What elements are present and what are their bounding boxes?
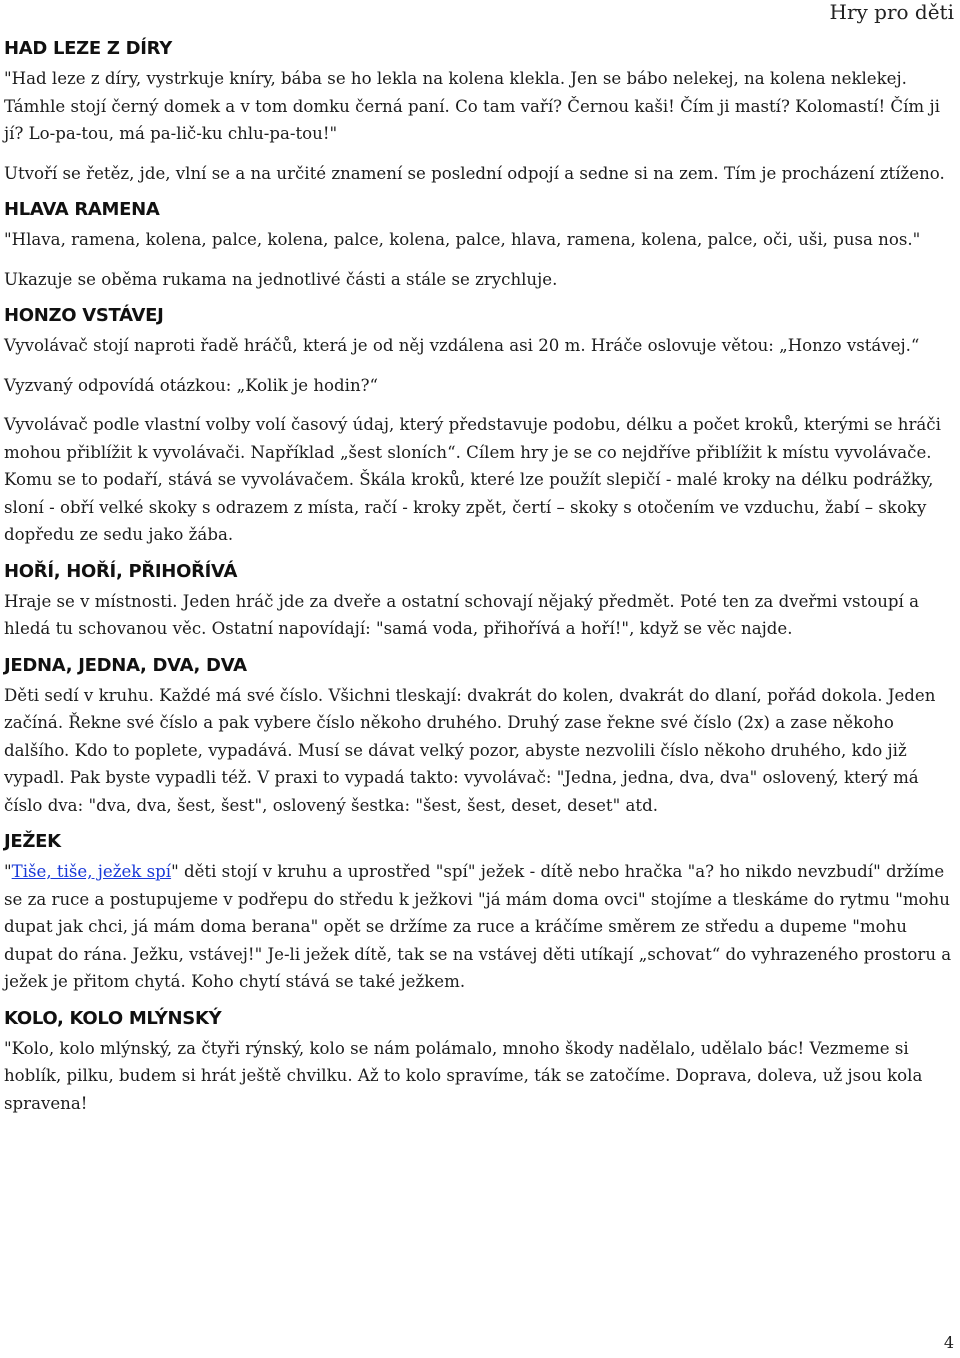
paragraph: Ukazuje se oběma rukama na jednotlivé části a stále se zrychluje. [4,269,558,289]
section-honzo-vstavej [4,305,954,549]
section-heading: HAD LEZE Z DÍRY [4,38,172,59]
quote-mark: " [4,862,12,881]
page-number: 4 [943,1333,954,1352]
song-link[interactable]: Tiše, tiše, ježek spí [11,862,172,881]
section-heading: JEŽEK [4,831,61,852]
section-heading: HLAVA RAMENA [4,199,160,220]
paragraph: Hraje se v místnosti. Jeden hráč jde za dveře a ostatní schovají nějaký předmět. Poté ten za dveřmi vstoupí a hledá tu schovanou věc. Ostatní napovídají: "samá voda, přihořívá a hoří!", když se věc najde. [4,591,919,638]
paragraph: Vyvolávač podle vlastní volby volí časový údaj, který představuje podobu, délku a počet kroků, kterými se hráči mohou přiblížit k vyvolávači. Například „šest sloních“. Cílem hry je se co nejdříve přiblížit k místu vyvolávače. Komu se to podaří, stává se vyvolávačem. Škála kroků, které lze použít slepičí - malé kroky na délku podrážky, sloní - obří velké skoky s odrazem z místa, račí - kroky zpět, čertí – skoky s otočením ve vzduchu, žabí – skoky dopředu ze sedu jako žába. [4,415,941,544]
paragraph: Utvoří se řetěz, jde, vlní se a na určité znamení se poslední odpojí a sedne si na zem. Tím je procházení ztíženo. [4,163,945,183]
section-hori-hori-prihoriva [4,561,954,643]
paragraph: "Kolo, kolo mlýnský, za čtyři rýnský, kolo se nám polámalo, mnoho škody nadělalo, udělalo bác! Vezmeme si hoblík, pilku, budem si hrát ještě chvilku. Až to kolo spravíme, ták se zatočíme. Doprava, doleva, už jsou kola spravena! [4,1038,923,1113]
paragraph [4,858,954,996]
section-heading: KOLO, KOLO MLÝNSKÝ [4,1007,222,1029]
running-header: Hry pro děti [829,0,954,24]
section-jezek [4,831,954,996]
section-kolo-kolo-mlynsky [4,1008,954,1118]
section-heading: JEDNA, JEDNA, DVA, DVA [4,654,247,676]
paragraph-text: " děti stojí v kruhu a uprostřed "spí" ježek - dítě nebo hračka "a? ho nikdo nevzbudí" držíme se za ruce a postupujeme v podřepu do středu k ježkovi "já mám doma ovci" stojíme a tleskáme do rytmu "mohu dupat jak chci, já mám doma berana" opět se držíme za ruce a kráčíme směrem ze středu a dupeme "mohu dupat do rána. Ježku, vstávej!" Je-li ježek dítě, tak se na vstávej děti utíkají „schovat“ do vyhrazeného prostoru a ježek je přitom chytá. Koho chytí stává se také ježkem. [4,862,952,991]
section-heading: HOŘÍ, HOŘÍ, PŘIHOŘÍVÁ [4,560,238,582]
paragraph: Děti sedí v kruhu. Každé má své číslo. Všichni tleskají: dvakrát do kolen, dvakrát do dlaní, pořád dokola. Jeden začíná. Řekne své číslo a pak vybere číslo někoho druhého. Druhý zase řekne své číslo (2x) a zase někoho dalšího. Kdo to poplete, vypadává. Musí se dávat velký pozor, abyste nezvolili číslo někoho druhého, kdo již vypadl. Pak byste vypadli též. V praxi to vypadá takto: vyvolávač: "Jedna, jedna, dva, dva" oslovený, který má číslo dva: "dva, dva, šest, šest", oslovený šestka: "šest, šest, deset, deset" atd. [4,685,936,815]
paragraph: Vyvolávač stojí naproti řadě hráčů, která je od něj vzdálena asi 20 m. Hráče oslovuje větou: „Honzo vstávej.“ [4,336,920,355]
paragraph: "Had leze z díry, vystrkuje kníry, bába se ho lekla na kolena klekla. Jen se bábo nelekej, na kolena neklekej. Támhle stojí černý domek a v tom domku černá paní. Co tam vaří? Černou kaši! Čím ji mastí? Kolomastí! Čím ji jí? Lo-pa-tou, má pa-lič-ku chlu-pa-tou!" [4,69,940,143]
section-had-leze-z-diry [4,38,954,187]
section-jedna-jedna-dva-dva [4,655,954,820]
section-heading: HONZO VSTÁVEJ [4,305,164,326]
paragraph: "Hlava, ramena, kolena, palce, kolena, palce, kolena, palce, hlava, ramena, kolena, palce, oči, uši, pusa nos." [4,230,921,249]
paragraph: Vyzvaný odpovídá otázkou: „Kolik je hodin?“ [4,375,379,395]
section-hlava-ramena [4,199,954,293]
document-body [4,38,954,1129]
